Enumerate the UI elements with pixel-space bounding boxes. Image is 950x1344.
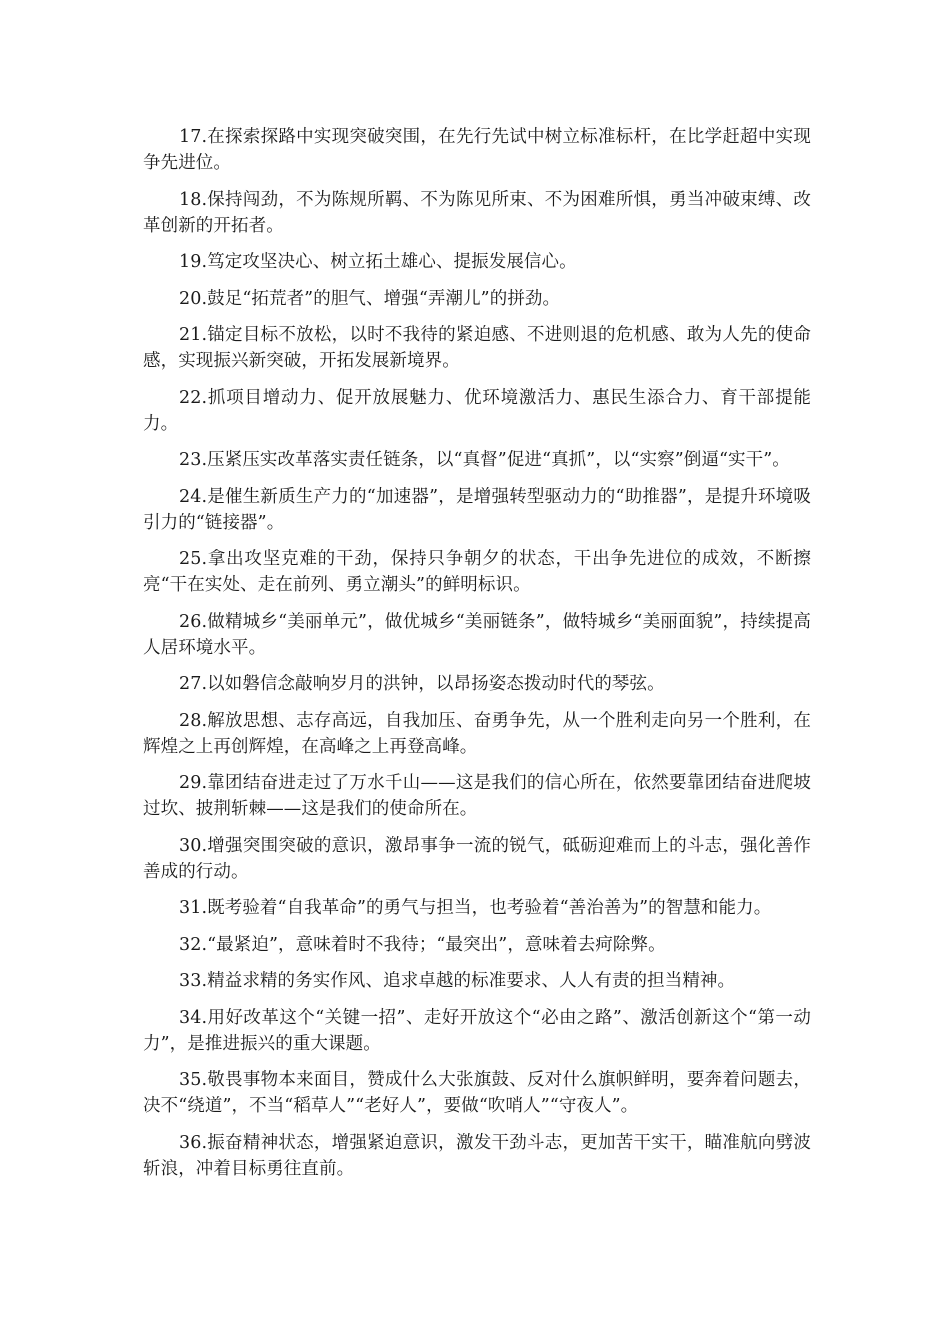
paragraph-30: 30.增强突围突破的意识，激昂事争一流的锐气，砥砺迎难而上的斗志，强化善作善成的行动。 <box>143 835 811 882</box>
paragraph-19: 19.笃定攻坚决心、树立拓土雄心、提振发展信心。 <box>179 252 577 272</box>
paragraph-31: 31.既考验着“自我革命”的勇气与担当，也考验着“善治善为”的智慧和能力。 <box>179 898 772 918</box>
paragraph-32: 32.“最紧迫”，意味着时不我待；“最突出”，意味着去疴除弊。 <box>179 934 666 955</box>
paragraph-21: 21.锚定目标不放松，以时不我待的紧迫感、不进则退的危机感、敢为人先的使命感，实现振兴新突破，开拓发展新境界。 <box>143 325 811 371</box>
paragraph-24: 24.是催生新质生产力的“加速器”，是增强转型驱动力的“助推器”，是提升环境吸引力的“链接器”。 <box>143 486 811 533</box>
paragraph-29: 29.靠团结奋进走过了万水千山——这是我们的信心所在，依然要靠团结奋进爬坡过坎、披荆斩棘——这是我们的使命所在。 <box>143 773 811 819</box>
paragraph-18: 18.保持闯劲，不为陈规所羁、不为陈见所束、不为困难所惧，勇当冲破束缚、改革创新的开拓者。 <box>143 189 811 236</box>
paragraph-20: 20.鼓足“拓荒者”的胆气、增强“弄潮儿”的拼劲。 <box>179 288 561 309</box>
paragraph-28: 28.解放思想、志存高远，自我加压、奋勇争先，从一个胜利走向另一个胜利，在辉煌之上再创辉煌，在高峰之上再登高峰。 <box>143 710 811 757</box>
document-body <box>143 124 811 1192</box>
paragraph-22: 22.抓项目增动力、促开放展魅力、优环境激活力、惠民生添合力、育干部提能力。 <box>143 387 811 434</box>
paragraph-25: 25.拿出攻坚克难的干劲，保持只争朝夕的状态，干出争先进位的成效，不断擦亮“干在实处、走在前列、勇立潮头”的鲜明标识。 <box>143 549 811 595</box>
paragraph-17: 17.在探索探路中实现突破突围，在先行先试中树立标准标杆，在比学赶超中实现争先进位。 <box>143 127 811 173</box>
paragraph-33: 33.精益求精的务实作风、追求卓越的标准要求、人人有责的担当精神。 <box>179 971 736 991</box>
paragraph-35: 35.敬畏事物本来面目，赞成什么大张旗鼓、反对什么旗帜鲜明，要奔着问题去，决不“绕道”，不当“稻草人”“老好人”，要做“吹哨人”“守夜人”。 <box>143 1070 811 1116</box>
paragraph-23: 23.压紧压实改革落实责任链条，以“真督”促进“真抓”，以“实察”倒逼“实干”。 <box>179 450 790 470</box>
paragraph-36: 36.振奋精神状态，增强紧迫意识，激发干劲斗志，更加苦干实干，瞄准航向劈波斩浪，冲着目标勇往直前。 <box>143 1132 811 1179</box>
paragraph-34: 34.用好改革这个“关键一招”、走好开放这个“必由之路”、激活创新这个“第一动力”，是推进振兴的重大课题。 <box>143 1007 811 1054</box>
paragraph-26: 26.做精城乡“美丽单元”，做优城乡“美丽链条”，做特城乡“美丽面貌”，持续提高人居环境水平。 <box>143 611 811 658</box>
paragraph-27: 27.以如磐信念敲响岁月的洪钟，以昂扬姿态拨动时代的琴弦。 <box>179 674 665 694</box>
